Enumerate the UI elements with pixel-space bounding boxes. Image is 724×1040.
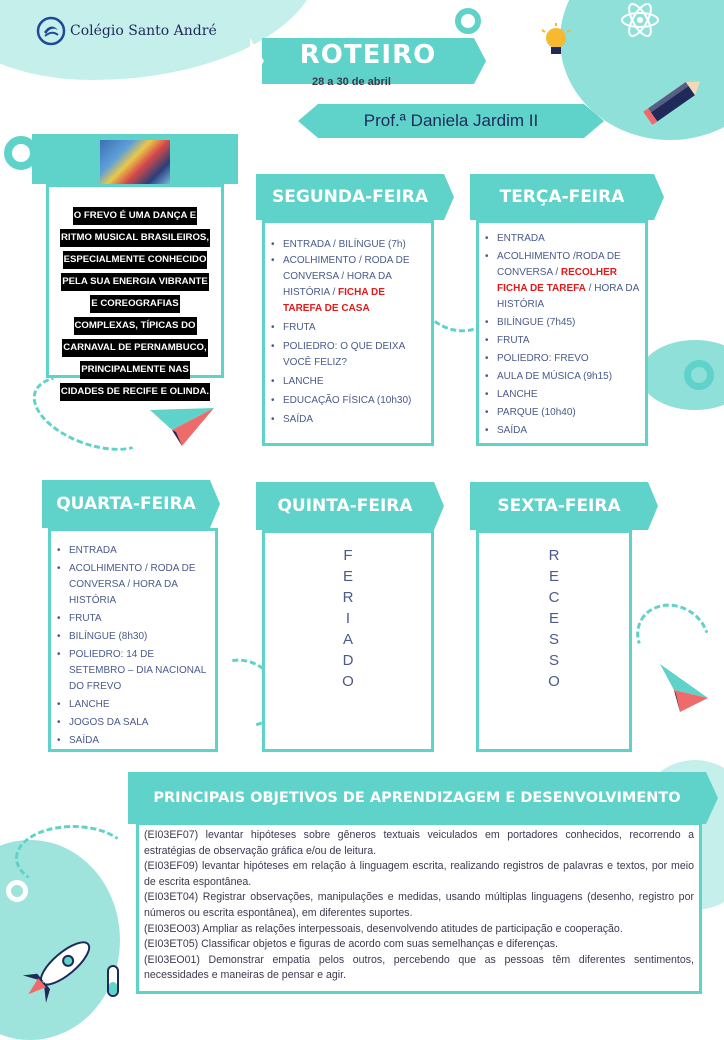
ribbon-tail: [246, 482, 256, 530]
list-item: • EDUCAÇÃO FÍSICA (10h30): [283, 393, 425, 409]
frevo-line: PELA SUA ENERGIA VIBRANTE: [61, 273, 209, 291]
frevo-line: ESPECIALMENTE CONHECIDO: [63, 251, 208, 269]
segunda-list: [265, 237, 431, 428]
list-item: • SAÍDA: [497, 423, 639, 439]
objective-item: (EI03EO03) Ampliar as relações interpessoais, desenvolvendo atitudes de participação e cooperação.: [144, 922, 623, 935]
letter: O: [342, 673, 354, 690]
list-item: • SAÍDA: [69, 733, 209, 749]
frevo-card: [46, 184, 224, 397]
segunda-ribbon: [256, 174, 444, 220]
quarta-title: QUARTA-FEIRA: [56, 494, 196, 514]
ribbon-tail: [434, 482, 444, 530]
letter: F: [343, 547, 353, 564]
segunda-title: SEGUNDA-FEIRA: [272, 187, 428, 207]
list-item: • SAÍDA: [283, 412, 425, 428]
terca-title: TERÇA-FEIRA: [499, 187, 625, 207]
ribbon-tail: [246, 174, 256, 220]
objetivos-card: [136, 822, 702, 994]
quinta-ribbon: [256, 482, 434, 530]
letter: O: [548, 673, 560, 690]
terca-list: [479, 231, 645, 439]
item-highlight: RECOLHER FICHA DE TAREFA: [497, 267, 618, 294]
frevo-line: RITMO MUSICAL BRASILEIROS,: [60, 229, 210, 247]
letter: E: [548, 610, 559, 627]
ribbon-tail: [444, 174, 454, 220]
letter: C: [548, 589, 560, 606]
list-item: • LANCHE: [283, 374, 425, 390]
list-item: • ACOLHIMENTO / RODA DE CONVERSA / HORA DA HISTÓRIA: [69, 561, 209, 609]
list-item: • ENTRADA / BILÍNGUE (7h): [283, 237, 425, 253]
school-name: Colégio Santo André: [70, 23, 217, 39]
letter: S: [548, 652, 559, 669]
ring-decoration: [455, 8, 481, 34]
list-item: • BILÍNGUE (7h45): [497, 315, 639, 331]
test-tube-icon: [100, 962, 126, 1002]
frevo-line: E COREOGRAFIAS: [90, 295, 179, 313]
dashed-path: [15, 825, 131, 891]
list-item: • AULA DE MÚSICA (9h15): [497, 369, 639, 385]
terca-card: [476, 220, 648, 446]
date-range: 28 a 30 de abril: [312, 76, 391, 88]
objective-item: (EI03EF09) levantar hipóteses em relação à linguagem escrita, realizando registros de palavras e textos, por meio de escrita espontânea.: [144, 860, 694, 888]
letter: S: [548, 631, 559, 648]
objective-item: (EI03ET05) Classificar objetos e figuras de acordo com suas semelhanças e diferenças.: [144, 938, 558, 951]
list-item: • POLIEDRO: 14 DE SETEMBRO – DIA NACIONAL DO FREVO: [69, 647, 209, 695]
segunda-card: [262, 220, 434, 446]
ribbon-tail: [460, 174, 470, 220]
ribbon-tail: [584, 104, 604, 138]
list-item: [497, 249, 639, 313]
letter: A: [342, 631, 353, 648]
letter: E: [342, 568, 353, 585]
lightbulb-icon: [538, 22, 574, 62]
list-item: • LANCHE: [69, 697, 209, 713]
quarta-list: [51, 543, 215, 749]
objective-item: (EI03EF07) levantar hipóteses sobre gêneros textuais veiculados em portadores conhecidos, recorrendo a estratégias de observação gráfica e/ou de leitura.: [144, 829, 694, 857]
quarta-card: [48, 528, 218, 752]
ribbon-tail: [210, 480, 220, 528]
sexta-title: SEXTA-FEIRA: [497, 496, 621, 516]
letter: E: [548, 568, 559, 585]
list-item: • POLIEDRO: O QUE DEIXA VOCÊ FELIZ?: [283, 339, 425, 371]
logo-swirl-icon: [36, 16, 66, 46]
ribbon-tail: [648, 482, 658, 530]
frevo-line: CARNAVAL DE PERNAMBUCO,: [62, 339, 207, 357]
frevo-photo: [100, 140, 170, 184]
paper-plane-icon: [148, 402, 218, 448]
frevo-line: CIDADES DE RECIFE E OLINDA.: [60, 383, 210, 401]
letter: R: [548, 547, 560, 564]
sexta-card: [476, 530, 632, 752]
item-highlight: FICHA DE TAREFA DE CASA: [283, 287, 385, 314]
feriado-text: [265, 545, 431, 692]
atom-icon: [616, 0, 664, 40]
list-item: • PARQUE (10h40): [497, 405, 639, 421]
ribbon-tail: [32, 480, 42, 528]
letter: D: [342, 652, 354, 669]
school-logo: [36, 16, 217, 46]
list-item: • FRUTA: [283, 320, 425, 336]
quinta-card: [262, 530, 434, 752]
ribbon-tail: [654, 174, 664, 220]
ribbon-tail: [706, 772, 718, 824]
objective-item: (EI03EO01) Demonstrar empatia pelos outros, percebendo que as pessoas têm diferentes sentimentos, necessidades e maneiras de pensar e agir.: [144, 953, 694, 982]
list-item: • FRUTA: [497, 333, 639, 349]
frevo-text: [49, 203, 221, 401]
ring-decoration: [6, 880, 28, 902]
list-item: • POLIEDRO: FREVO: [497, 351, 639, 367]
letter: R: [342, 589, 354, 606]
list-item: • JOGOS DA SALA: [69, 715, 209, 731]
letter: I: [345, 610, 351, 627]
frevo-line: COMPLEXAS, TÍPICAS DO: [74, 317, 197, 335]
item-text: ACOLHIMENTO / RODA DE CONVERSA / HORA DA HISTÓRIA /: [283, 255, 410, 298]
ribbon-tail: [298, 104, 318, 138]
sexta-ribbon: [470, 482, 648, 530]
list-item: • LANCHE: [497, 387, 639, 403]
item-text: ACOLHIMENTO /RODA DE CONVERSA /: [497, 251, 621, 278]
objective-item: (EI03ET04) Registrar observações, manipulações e medidas, usando múltiplas linguagens (desenho, registro por números ou escrita espontânea), em diferentes suportes.: [144, 891, 694, 919]
pencil-icon: [640, 72, 708, 128]
list-item: [283, 253, 425, 317]
frevo-line: O FREVO É UMA DANÇA E: [73, 207, 197, 225]
ribbon-tail: [250, 38, 264, 84]
ribbon-tail: [116, 772, 128, 824]
teacher-name: Prof.ª Daniela Jardim II: [363, 111, 539, 130]
list-item: • BILÍNGUE (8h30): [69, 629, 209, 645]
list-item: • ENTRADA: [69, 543, 209, 559]
recesso-text: [479, 545, 629, 692]
quinta-title: QUINTA-FEIRA: [277, 496, 413, 516]
objetivos-ribbon: [128, 772, 706, 824]
list-item: • ENTRADA: [497, 231, 639, 247]
paper-plane-icon: [656, 660, 712, 716]
list-item: • FRUTA: [69, 611, 209, 627]
ring-decoration: [684, 360, 714, 390]
page-title: ROTEIRO: [299, 40, 437, 70]
rocket-icon: [14, 926, 110, 1006]
frevo-line: PRINCIPALMENTE NAS: [80, 361, 190, 379]
teacher-ribbon: [318, 104, 584, 138]
item-text: / HORA DA HISTÓRIA: [497, 283, 639, 310]
ribbon-tail: [474, 38, 486, 84]
objetivos-title: PRINCIPAIS OBJETIVOS DE APRENDIZAGEM E DESENVOLVIMENTO: [153, 790, 681, 806]
ribbon-tail: [460, 482, 470, 530]
terca-ribbon: [470, 174, 654, 220]
quarta-ribbon: [42, 480, 210, 528]
